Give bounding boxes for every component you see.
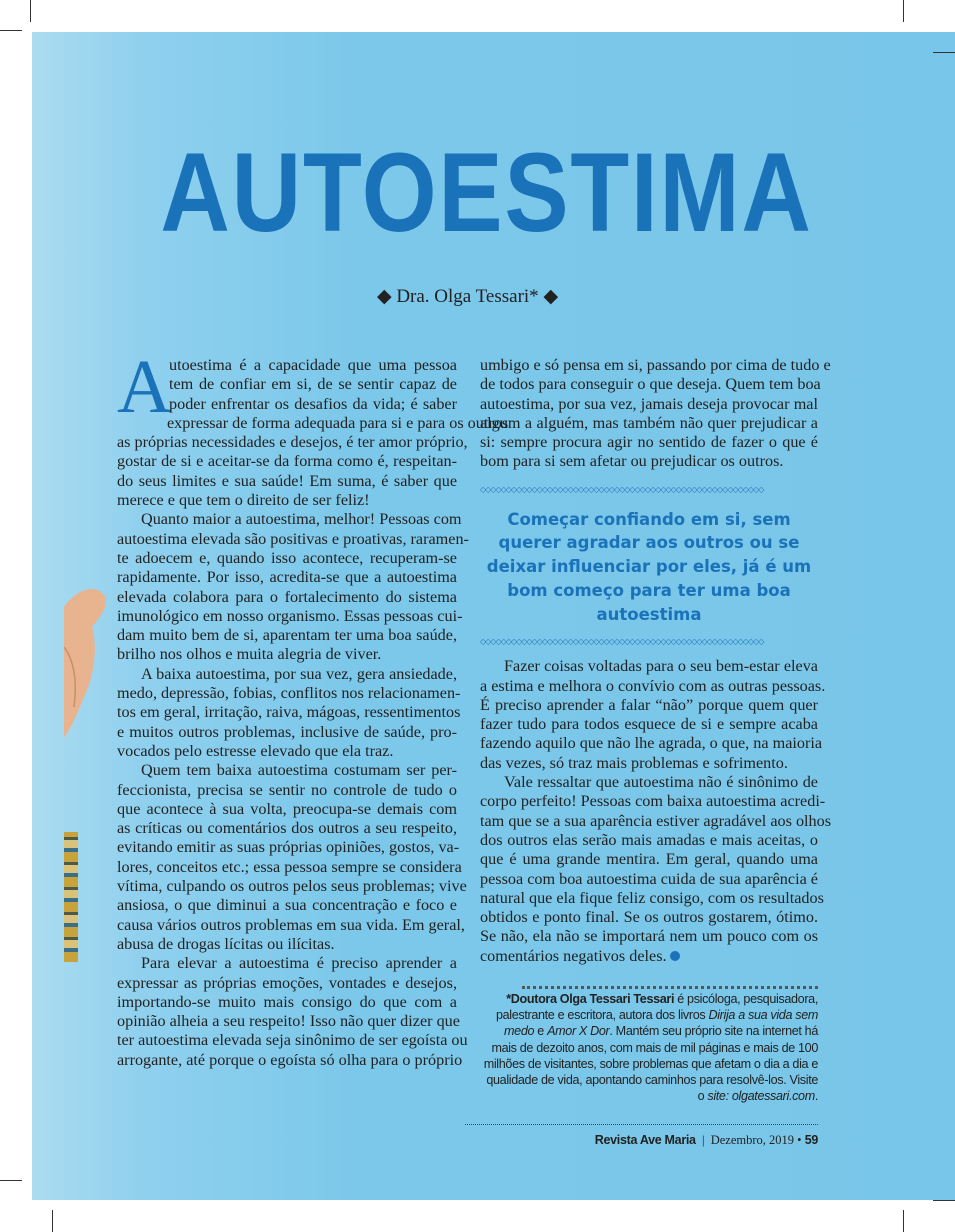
- paragraph: [117, 954, 468, 1070]
- bio-name: *Doutora Olga Tessari Tessari: [506, 992, 675, 1007]
- text-line: abusa de drogas lícitas ou ilícitas.: [117, 934, 335, 953]
- text-line: algum a alguém, mas também não quer prejudicar a: [480, 413, 818, 432]
- text-line: fazendo aquilo que não lhe agrada, o que, na maioria: [480, 734, 823, 753]
- site-label: site: [707, 1089, 726, 1104]
- text-line: fazer tudo para todos esquece de si e sempre acaba: [480, 715, 818, 734]
- paragraph: [480, 657, 826, 773]
- crop-mark: [0, 1180, 22, 1181]
- byline: ◆ Dra. Olga Tessari* ◆: [376, 286, 559, 307]
- text-line: tem de confiar em si, de se sentir capaz de: [169, 375, 457, 394]
- bio-text: . Mantém seu próprio site na internet há mais de dezoito anos, com mais de mil páginas e mais de 100 milhões de visitantes, sobre problemas que afetam o dia a dia e qualidade de vida, apontando caminhos para resolvê-los. Visite o: [483, 1024, 818, 1104]
- paragraph: [117, 664, 461, 761]
- crop-mark: [30, 0, 31, 22]
- text-line: Fazer coisas voltadas para o seu bem-estar eleva: [504, 657, 818, 676]
- text-line: umbigo e só pensa em si, passando por cima de tudo e: [480, 356, 831, 374]
- text-line: dos outros elas serão mais amadas e mais aceitas, o: [480, 830, 818, 849]
- hand-photo-fragment: [64, 587, 109, 737]
- text-line: ansiosa, o que diminui a sua concentração e foco e: [117, 896, 457, 915]
- text-line: natural que ela fique feliz consigo, com os resultados: [480, 888, 824, 907]
- text-line: que acontece à sua volta, preocupa-se demais com: [117, 799, 457, 818]
- paragraph: [117, 510, 469, 664]
- left-column: [117, 345, 509, 1070]
- text-line: dam muito bem de si, aparentam ter uma boa saúde,: [117, 626, 457, 645]
- bio-text: .: [814, 1089, 818, 1104]
- text-line: a estima e melhora o convívio com as outras pessoas.: [480, 676, 826, 695]
- text-line: importando-se muito mais consigo do que com a: [117, 992, 457, 1011]
- footer-rule: [465, 1124, 818, 1125]
- text-line: A baixa autoestima, por sua vez, gera ansiedade,: [141, 664, 457, 683]
- text-line: ter autoestima elevada seja sinônimo de ser egoísta ou: [117, 1031, 468, 1050]
- book-title: Amor X Dor: [547, 1024, 610, 1039]
- bio-text: e: [534, 1024, 548, 1039]
- website-link[interactable]: : olgatessari.com: [725, 1089, 815, 1104]
- text-line: do seus limites e sua saúde! Em suma, é saber que: [117, 471, 457, 490]
- crop-mark: [933, 1200, 955, 1201]
- diamond-divider: ◇◇◇◇◇◇◇◇◇◇◇◇◇◇◇◇◇◇◇◇◇◇◇◇◇◇◇◇◇◇◇◇◇◇◇◇◇◇◇◇◇◇◇◇◇◇◇◇◇◇◇◇◇◇◇: [480, 638, 764, 647]
- text-line: É preciso aprender a falar “não” porque quem quer: [480, 695, 818, 714]
- right-column-top: [480, 356, 831, 472]
- text-line: opinião alheia a seu respeito! Isso não quer dizer que: [117, 1012, 460, 1031]
- author-bio: [480, 986, 818, 1104]
- text-line: evitando emitir as suas próprias opiniões, gostos, va-: [117, 838, 460, 857]
- text-line: gostar de si e aceitar-se da forma como é, respeitan-: [117, 452, 457, 471]
- page-footer: [465, 1133, 818, 1148]
- crop-mark: [0, 30, 22, 31]
- text-line: expressar de forma adequada para si e para os outros: [167, 413, 509, 432]
- text-line: Vale ressaltar que autoestima não é sinônimo de: [504, 773, 818, 792]
- text-line: rapidamente. Por isso, acredita-se que a autoestima: [117, 568, 457, 587]
- right-column: [480, 356, 832, 1148]
- text-line: poder enfrentar os desafios da vida; é saber: [169, 394, 457, 413]
- drop-cap: A: [117, 345, 172, 429]
- text-line: te adoecem e, quando isso acontece, recuperam-se: [117, 548, 457, 567]
- text-line: tos em geral, irritação, raiva, mágoas, ressentimentos: [117, 703, 461, 722]
- text-line: comentários negativos deles.: [480, 947, 818, 966]
- text-line: Para elevar a autoestima é preciso aprender a: [141, 954, 457, 973]
- paragraph: [117, 761, 467, 954]
- text-line: Quem tem baixa autoestima costumam ser per-: [141, 761, 457, 780]
- text-line: que é uma grande mentira. Em geral, quando uma: [480, 850, 818, 869]
- text-line: imunológico em nosso organismo. Essas pessoas cui-: [117, 606, 463, 625]
- text-line: si: sempre procura agir no sentido de fazer o que é: [480, 433, 818, 452]
- text-line: brilho nos olhos e muita alegria de viver.: [117, 645, 382, 664]
- text-line: e muitos outros problemas, inclusive de saúde, pro-: [117, 722, 457, 741]
- diamond-divider: ◇◇◇◇◇◇◇◇◇◇◇◇◇◇◇◇◇◇◇◇◇◇◇◇◇◇◇◇◇◇◇◇◇◇◇◇◇◇◇◇◇◇◇◇◇◇◇◇◇◇◇◇◇◇◇: [480, 485, 764, 494]
- paragraph: [480, 773, 832, 966]
- bio-rule: [522, 986, 818, 989]
- text-line: arrogante, até porque o egoísta só olha para o próprio: [117, 1050, 463, 1069]
- right-column-bottom: [480, 657, 832, 966]
- footer-dot: •: [797, 1133, 802, 1148]
- text-line: Se não, ela não se importará nem um pouco com os: [480, 927, 818, 946]
- text-line: vocados pelo estresse elevado que ela traz.: [117, 741, 394, 760]
- paragraph: [480, 356, 831, 472]
- end-mark-icon: [670, 951, 680, 961]
- text-line: lores, conceitos etc.; essa pessoa sempre se considera: [117, 857, 462, 876]
- text-line: pessoa com boa autoestima cuida de sua aparência é: [480, 869, 818, 888]
- shirt-photo-fragment: [64, 832, 78, 962]
- issue-date: Dezembro, 2019: [710, 1133, 795, 1148]
- text-line: autoestima elevada são positivas e proativas, raramen-: [117, 529, 469, 548]
- text-line: vítima, culpando os outros pelos seus problemas; vive: [117, 877, 467, 896]
- footer-separator: |: [701, 1133, 705, 1148]
- page-number: 59: [804, 1133, 818, 1148]
- text-line: as próprias necessidades e desejos, é ter amor próprio,: [117, 433, 468, 452]
- text-line: de todos para conseguir o que deseja. Quem tem boa: [480, 375, 821, 394]
- article-title: AUTOESTIMA: [160, 130, 813, 255]
- text-line: corpo perfeito! Pessoas com baixa autoestima acredi-: [480, 792, 826, 811]
- text-line: obtidos e ponto final. Se os outros gostarem, ótimo.: [480, 908, 818, 927]
- text-line: as críticas ou comentários dos outros a seu respeito,: [117, 819, 457, 838]
- crop-mark: [903, 0, 904, 22]
- text-line: das vezes, só traz mais problemas e sofrimento.: [480, 753, 788, 772]
- text-line: causa vários outros problemas em sua vida. Em geral,: [117, 915, 465, 934]
- text-line: Quanto maior a autoestima, melhor! Pessoas com: [141, 510, 462, 529]
- text-line: elevada colabora para o fortalecimento do sistema: [117, 587, 457, 606]
- crop-mark: [52, 1210, 53, 1232]
- pull-quote: Começar confiando em si, sem querer agradar aos outros ou se deixar influenciar por eles, já é um bom começo para ter uma boa autoestima: [486, 509, 812, 624]
- text-line: bom para si sem afetar ou prejudicar os outros.: [480, 452, 784, 471]
- magazine-name: Revista Ave Maria: [594, 1133, 696, 1148]
- text-line: feccionista, precisa se sentir no controle de tudo o: [117, 780, 457, 799]
- text-line: medo, depressão, fobias, conflitos nos relacionamen-: [117, 684, 461, 703]
- bio-text: é psicóloga, pesquisadora, palestrante e escritora, autora dos livros: [496, 992, 818, 1023]
- text-line: expressar as próprias emoções, vontades e desejos,: [117, 973, 457, 992]
- crop-mark: [933, 52, 955, 53]
- text-line: autoestima, por sua vez, jamais deseja provocar mal: [480, 394, 818, 413]
- author-name: Dra. Olga Tessari*: [396, 286, 539, 307]
- text-line: merece e que tem o direito de ser feliz!: [117, 491, 370, 510]
- text-line: utoestima é a capacidade que uma pessoa: [169, 356, 457, 374]
- crop-mark: [903, 1210, 904, 1232]
- text-line: tam que se a sua aparência estiver agradável aos olhos: [480, 811, 832, 830]
- book-title: Dirija a sua vida sem medo: [504, 1008, 818, 1039]
